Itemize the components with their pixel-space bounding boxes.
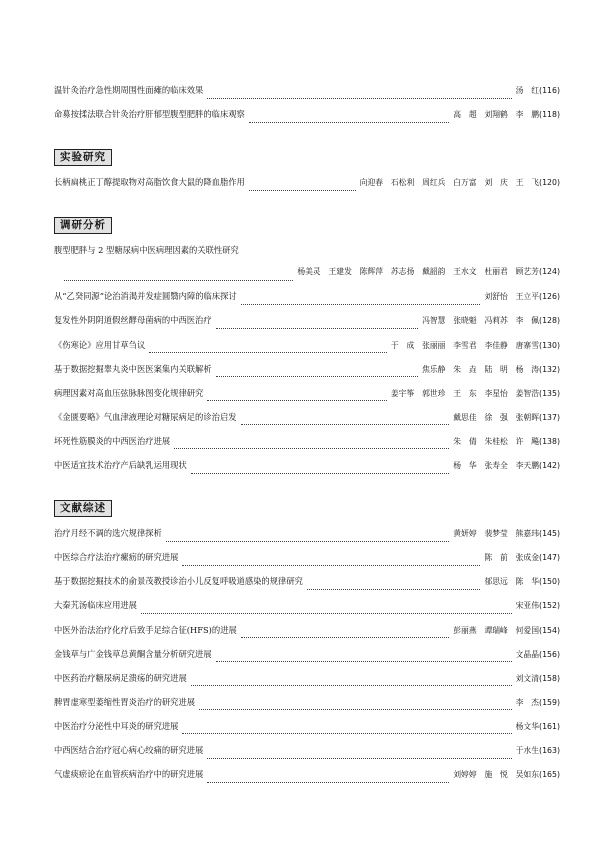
article-title: 中西医结合治疗冠心病心绞痛的研究进展 [54, 744, 204, 755]
article-authors: 戴思佳 徐 强 张朝晖 [453, 412, 540, 422]
toc-entry[interactable] [54, 551, 560, 575]
toc-entry[interactable] [54, 411, 560, 435]
article-authors: 冯智慧 张晓魁 冯莉苏 李 佩 [422, 316, 540, 326]
page-number: (132) [539, 364, 560, 374]
page-number: (124) [539, 267, 560, 277]
page-number: (150) [539, 577, 560, 587]
article-title: 温针灸治疗急性期周围性面瘫的临床效果 [54, 85, 204, 95]
page-number: (147) [539, 553, 560, 563]
toc-entry[interactable] [54, 314, 560, 338]
article-authors: 杨 华 张寿全 李天鹏 [453, 461, 540, 471]
article-title: 气虚痰瘀论在血管疾病治疗中的研究进展 [54, 769, 204, 780]
toc-section [54, 213, 560, 483]
toc-entry[interactable] [54, 176, 560, 200]
toc-entry[interactable] [54, 720, 560, 744]
toc-sections [54, 84, 560, 792]
toc-entry[interactable] [54, 108, 560, 132]
article-authors: 陈 前 张成金 [484, 553, 540, 563]
dot-leader [191, 685, 512, 686]
article-authors: 高 超 刘翔鹤 李 鹏 [453, 110, 540, 120]
dot-leader [174, 448, 449, 449]
article-authors: 杨美灵 王建发 陈辉萍 苏志扬 戴韶韵 王水文 杜丽君 顾艺芳 [297, 267, 540, 277]
article-title: 脾胃虚寒型萎缩性胃炎治疗的研究进展 [54, 696, 196, 707]
article-title: 大秦艽汤临床应用进展 [54, 600, 137, 611]
dot-leader [307, 589, 481, 590]
toc-entry[interactable] [54, 696, 560, 720]
dot-leader [241, 637, 449, 638]
article-title: 腹型肥胖与 2 型糖尿病中医病理因素的关联性研究 [54, 245, 239, 256]
page-number: (137) [539, 412, 560, 422]
article-title: 中医外治法治疗化疗后致手足综合征(HFS)的进展 [54, 624, 237, 635]
toc-entry[interactable] [54, 575, 560, 599]
dot-leader [207, 98, 511, 99]
toc-section [54, 84, 560, 132]
article-authors: 朱 倩 朱桂松 许 飚 [453, 436, 540, 446]
article-title: 命募按揉法联合针灸治疗肝郁型腹型肥胖的临床观察 [54, 109, 245, 120]
toc-entry[interactable] [54, 768, 560, 792]
dot-leader [207, 782, 449, 783]
dot-leader [216, 661, 512, 662]
article-authors: 于 成 张丽丽 李雪君 李佳静 唐寨雪 [390, 340, 540, 350]
toc-entry[interactable] [54, 339, 560, 363]
toc-entry[interactable] [54, 527, 560, 551]
article-authors: 杨文华 [515, 721, 540, 731]
page-number: (116) [539, 86, 560, 95]
section-heading: 文献综述 [54, 500, 112, 517]
toc-entry[interactable] [54, 672, 560, 696]
toc-entry[interactable] [54, 435, 560, 459]
toc-entry[interactable] [54, 624, 560, 648]
article-authors: 姜宇筝 郭世珍 王 东 李星怡 姜智浩 [390, 388, 540, 398]
article-authors: 于水生 [515, 745, 540, 755]
article-authors: 文晶晶 [515, 649, 540, 659]
page-number: (135) [539, 388, 560, 398]
page-number: (145) [539, 529, 560, 539]
article-title: 从“乙癸同源”论治消渴并发症圆翳内障的临床探讨 [54, 291, 237, 302]
dot-leader [166, 541, 449, 542]
article-authors: 李 杰 [515, 697, 540, 707]
article-title: 《伤寒论》应用甘草刍议 [54, 339, 146, 350]
toc-entry[interactable] [54, 244, 560, 266]
page-number: (130) [539, 340, 560, 350]
page-number: (158) [539, 673, 560, 683]
article-title: 中医综合疗法治疗瘰疬的研究进展 [54, 552, 179, 563]
dot-leader [241, 424, 450, 425]
page-number: (142) [539, 461, 560, 471]
article-title: 中医治疗分泌性中耳炎的研究进展 [54, 720, 179, 731]
toc-section [54, 496, 560, 792]
toc-entry[interactable] [54, 266, 560, 290]
article-title: 中医适宜技术治疗产后缺乳运用现状 [54, 460, 187, 471]
article-authors: 郁思远 陈 华 [484, 577, 540, 587]
toc-entry[interactable] [54, 648, 560, 672]
section-heading: 调研分析 [54, 217, 112, 234]
toc-entry[interactable] [54, 290, 560, 314]
page-number: (118) [539, 110, 560, 120]
dot-leader [182, 733, 511, 734]
page-number: (154) [539, 625, 560, 635]
page-number: (159) [539, 697, 560, 707]
dot-leader [207, 758, 511, 759]
toc-entry[interactable] [54, 744, 560, 768]
article-authors: 彭丽燕 谭瑞峰 何爱国 [453, 625, 540, 635]
article-authors: 向迎春 石松利 周红兵 白万富 刘 庆 王 飞 [359, 178, 540, 188]
page-number: (152) [539, 601, 560, 611]
article-title: 复发性外阴阴道假丝酵母菌病的中西医治疗 [54, 315, 212, 326]
toc-entry[interactable] [54, 387, 560, 411]
article-authors: 黄妍婷 裴梦莹 熊嘉玮 [453, 529, 540, 539]
toc-entry[interactable] [54, 84, 560, 108]
article-title: 长柄扁桃正丁醇提取物对高脂饮食大鼠的降血脂作用 [54, 177, 245, 188]
dot-leader [241, 304, 481, 305]
article-title: 基于数据挖掘技术的俞景茂教授诊治小儿反复呼吸道感染的规律研究 [54, 576, 303, 587]
toc-section [54, 145, 560, 200]
page-number: (120) [539, 178, 560, 188]
page-number: (163) [539, 745, 560, 755]
article-authors: 刘婷婷 施 悦 吴如东 [453, 770, 540, 780]
toc-entry[interactable] [54, 459, 560, 483]
page-number: (161) [539, 721, 560, 731]
dot-leader [64, 280, 293, 281]
article-title: 基于数据挖掘睾丸炎中医医案集内关联解析 [54, 363, 212, 374]
article-authors: 汤 红 [515, 86, 540, 95]
dot-leader [199, 709, 512, 710]
dot-leader [149, 352, 387, 353]
page-number: (138) [539, 436, 560, 446]
dot-leader [216, 328, 418, 329]
dot-leader [207, 400, 387, 401]
article-authors: 宋亚伟 [515, 601, 540, 611]
article-title: 《金匮要略》气血津液理论对糖尿病足的诊治启发 [54, 411, 237, 422]
toc-entry[interactable] [54, 363, 560, 387]
article-title: 中医药治疗糖尿病足溃疡的研究进展 [54, 672, 187, 683]
dot-leader [182, 565, 480, 566]
article-title: 病理因素对高血压弦脉脉图变化规律研究 [54, 387, 204, 398]
page-number: (126) [539, 292, 560, 302]
dot-leader [249, 190, 356, 191]
page-number: (128) [539, 316, 560, 326]
article-title: 坏死性筋膜炎的中西医治疗进展 [54, 435, 171, 446]
page-number: (165) [539, 770, 560, 780]
dot-leader [249, 122, 449, 123]
toc-entry[interactable] [54, 599, 560, 623]
dot-leader [191, 473, 450, 474]
article-authors: 焦乐静 朱 垚 陆 明 杨 涛 [422, 364, 540, 374]
article-authors: 刘舒怡 王立平 [484, 292, 540, 302]
article-authors: 刘文清 [515, 673, 540, 683]
section-heading: 实验研究 [54, 149, 112, 166]
article-title: 金钱草与广金钱草总黄酮含量分析研究进展 [54, 648, 212, 659]
article-title: 治疗月经不调的选穴规律探析 [54, 528, 162, 539]
dot-leader [216, 376, 418, 377]
dot-leader [141, 613, 512, 614]
page-number: (156) [539, 649, 560, 659]
